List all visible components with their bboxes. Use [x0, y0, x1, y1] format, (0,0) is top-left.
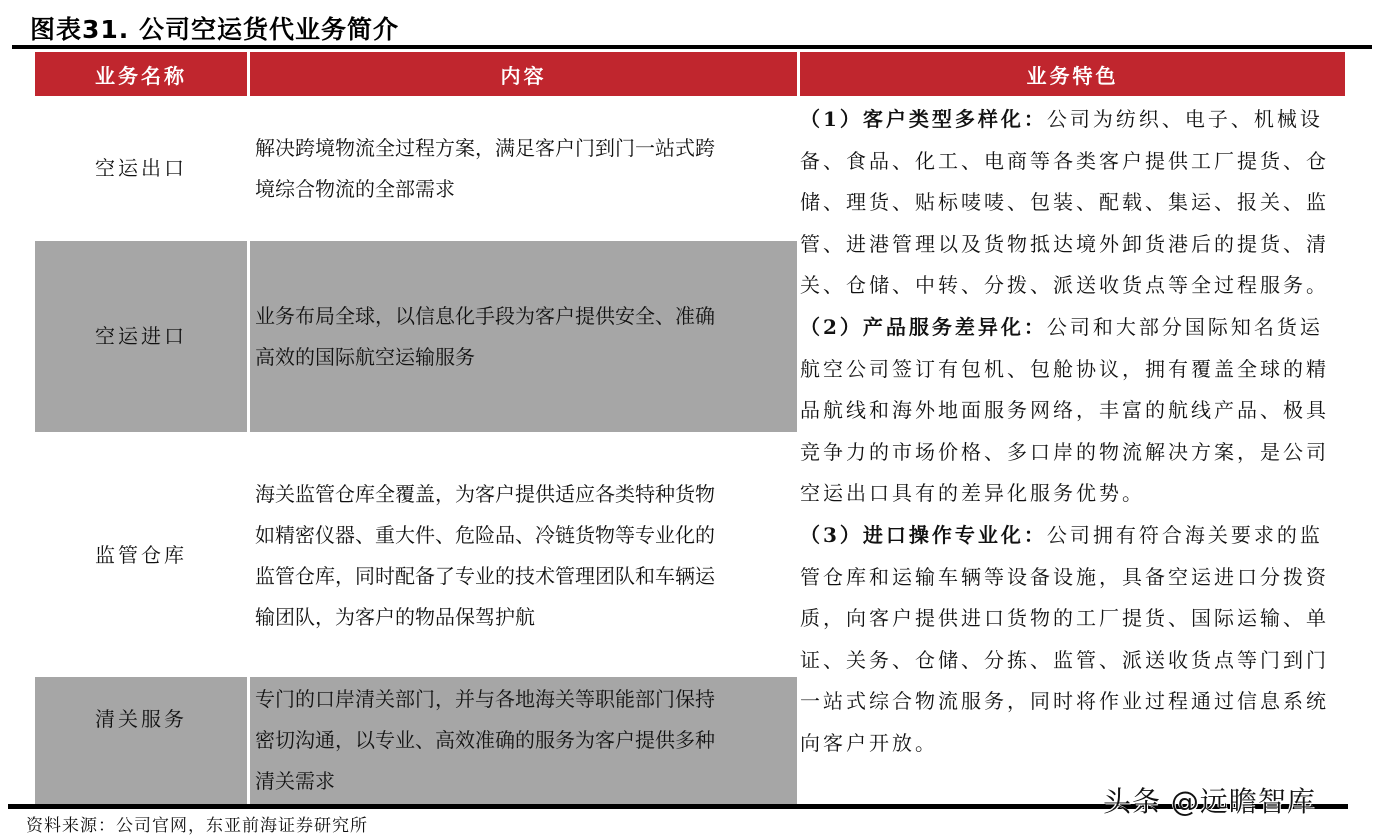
feature-paragraph — [800, 307, 1345, 515]
table-row-content — [250, 436, 797, 675]
table-row-name: 空运进口 — [35, 241, 247, 432]
feature-text: 公司为纺织、电子、机械设备、食品、化工、电商等各类客户提供工厂提货、仓储、理货、贴标唛唛、包装、配载、集运、报关、监管、进港管理以及货物抵达境外卸货港后的提货、清关、仓储、中转、分拨、派送收货点等全过程服务。 — [800, 107, 1329, 298]
features-cell — [800, 99, 1345, 765]
content-line: 监管仓库，同时配备了专业的技术管理团队和车辆运 — [255, 563, 715, 588]
content-line: 海关监管仓库全覆盖，为客户提供适应各类特种货物 — [255, 481, 715, 506]
content-line: 密切沟通，以专业、高效准确的服务为客户提供多种 — [255, 728, 715, 752]
top-rule-divider — [12, 45, 1372, 49]
content-line: 输团队，为客户的物品保驾护航 — [255, 604, 535, 629]
watermark: 头条 @远瞻智库 — [1103, 785, 1316, 818]
content-line: 高效的国际航空运输服务 — [255, 344, 475, 369]
feature-heading: （3）进口操作专业化： — [800, 522, 1047, 547]
content-line: 专门的口岸清关部门，并与各地海关等职能部门保持 — [255, 687, 715, 711]
content-line: 解决跨境物流全过程方案，满足客户门到门一站式跨 — [255, 135, 715, 160]
feature-paragraph — [800, 99, 1345, 307]
content-line: 如精密仪器、重大件、危险品、冷链货物等专业化的 — [255, 522, 715, 547]
content-line: 境综合物流的全部需求 — [255, 176, 455, 201]
feature-paragraph — [800, 515, 1345, 765]
source-note: 资料来源：公司官网，东亚前海证券研究所 — [26, 816, 368, 836]
table-row-content — [250, 99, 797, 238]
table-row-name: 监管仓库 — [95, 543, 187, 567]
feature-text: 公司拥有符合海关要求的监管仓库和运输车辆等设备设施，具备空运进口分拨资质，向客户提供进口货物的工厂提货、国际运输、单证、关务、仓储、分拣、监管、派送收货点等门到门一站式综合物流服务，同时将作业过程通过信息系统向客户开放。 — [800, 522, 1329, 755]
feature-heading: （2）产品服务差异化： — [800, 314, 1047, 339]
header-content: 内容 — [250, 52, 797, 96]
table-row-name: 空运出口 — [95, 156, 187, 180]
table-row-content — [250, 241, 797, 432]
figure-title: 图表31. 公司空运货代业务简介 — [30, 15, 399, 44]
feature-heading: （1）客户类型多样化： — [800, 107, 1047, 131]
table-row-content — [250, 677, 797, 804]
content-line: 清关需求 — [255, 769, 335, 793]
feature-text: 公司和大部分国际知名货运航空公司签订有包机、包舱协议，拥有覆盖全球的精品航线和海外地面服务网络，丰富的航线产品、极具竞争力的市场价格、多口岸的物流解决方案，是公司空运出口具有的差异化服务优势。 — [800, 314, 1329, 506]
table-row-name: 清关服务 — [35, 677, 247, 804]
content-line: 业务布局全球，以信息化手段为客户提供安全、准确 — [255, 303, 715, 328]
header-business-name: 业务名称 — [35, 52, 247, 96]
header-features: 业务特色 — [800, 52, 1345, 96]
